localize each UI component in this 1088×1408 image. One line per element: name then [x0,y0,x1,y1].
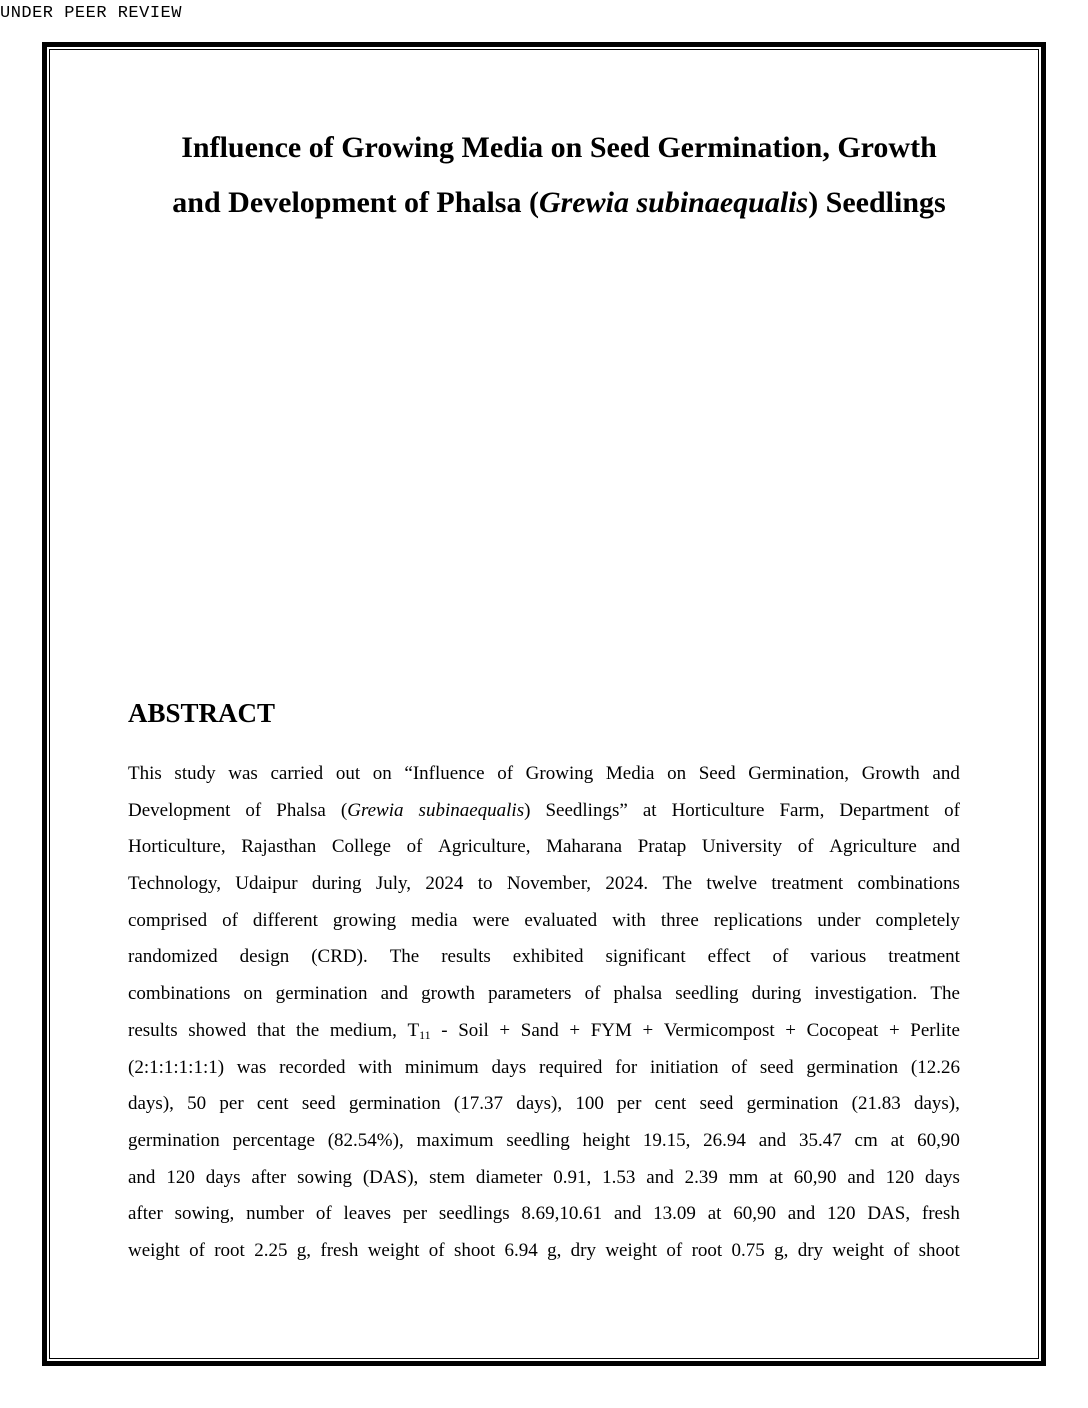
word: study [174,763,216,784]
word: different [252,909,318,931]
word: during [751,983,802,1005]
word: leaves [343,1203,392,1225]
word: and [128,1166,156,1188]
word: medium, [329,1019,397,1041]
word: effect [707,946,751,968]
word: results [441,946,491,968]
word: germination [746,1093,839,1115]
word: treatment [888,946,960,968]
word: and [646,1166,674,1188]
word: Technology, [128,873,221,895]
word: of [315,1203,332,1225]
word: g, [774,1239,789,1261]
abstract-line [128,1017,960,1054]
word: weight [605,1239,658,1261]
word: 120 [166,1166,195,1188]
word: initiation [649,1056,719,1078]
word: phalsa [613,983,663,1005]
abstract-line [128,1090,960,1127]
word: of [406,836,423,858]
word: Rajasthan [241,836,317,858]
subscript: 11 [419,1027,431,1042]
word: 60,90 [917,1129,960,1151]
word: with [358,1056,393,1078]
word: of [584,983,601,1005]
word: minimum [404,1056,479,1078]
word: 26.94 [703,1129,746,1151]
word: replications [713,909,803,931]
paper-title [100,120,1018,230]
abstract-line [128,760,960,797]
word: Horticulture [671,799,765,821]
word: evaluated [524,909,598,931]
word: days), [128,1093,174,1115]
abstract-line [128,870,960,907]
word: cent [256,1093,289,1115]
word: 2024. [605,873,649,895]
word: Farm, [779,799,825,821]
word: weight [128,1239,180,1261]
title-text: and Development of Phalsa ( [172,186,539,219]
title-species-name: Grewia subinaequalis [538,186,809,219]
word: was [236,1056,267,1078]
word: and [758,1129,787,1151]
word: were [472,909,510,931]
word: at [769,1166,783,1188]
word: 2.25 [254,1239,288,1261]
word: dry [797,1239,824,1261]
abstract-line [128,833,960,870]
word: Maharana [546,836,623,858]
word: various [810,946,867,968]
word: significant [605,946,686,968]
word: during [311,873,362,895]
word: subinaequalis) [418,799,531,821]
word: seedling [675,983,739,1005]
word: (12.26 [910,1056,960,1078]
word: maximum [416,1129,494,1151]
word: 35.47 [798,1129,842,1151]
word: 19.15, [642,1129,691,1151]
word: Horticulture, [128,836,226,858]
word: and [787,1203,816,1225]
title-text: ) Seedlings [808,186,946,219]
word: days), [516,1093,563,1115]
word: growth [421,983,475,1005]
word: height [582,1129,631,1151]
word: comprised [128,909,208,931]
word: Cocopeat [806,1019,879,1041]
word: November, [506,873,592,895]
word: seedlings [438,1203,510,1225]
word: (DAS), [362,1166,419,1188]
word: root [691,1239,723,1261]
word: on [667,763,687,784]
word: of [893,1239,910,1261]
abstract-line [128,797,960,834]
word: fresh [921,1203,960,1225]
word: after [251,1166,287,1188]
word: + [785,1019,796,1041]
word: with [612,909,646,931]
word: Phalsa [276,799,326,821]
word: g, [296,1239,312,1261]
word: germination [128,1129,220,1151]
word: twelve [706,873,758,895]
word: seed [301,1093,336,1115]
word: to [477,873,493,895]
word: the [296,1019,320,1041]
word: Growing [525,763,594,784]
word: - [441,1019,448,1041]
word: (Grewia [340,799,404,821]
word: germination [348,1093,441,1115]
word: carried [270,763,324,784]
word: Seed [698,763,736,784]
word: treatment [771,873,844,895]
word: of [772,946,789,968]
word: media [411,909,458,931]
word: Media [605,763,655,784]
word: College [331,836,391,858]
word: Udaipur [235,873,298,895]
word: recorded [279,1056,346,1078]
word: (17.37 [453,1093,503,1115]
word: g, [547,1239,562,1261]
word: and [932,836,960,858]
word: stem [429,1166,466,1188]
abstract-line [128,1164,960,1201]
word: Growth [861,763,920,784]
word: 60,90 [793,1166,837,1188]
word: after [128,1203,163,1225]
word: 50 [187,1093,207,1115]
word: 2.39 [684,1166,718,1188]
word: and [380,983,409,1005]
word: days), [913,1093,960,1115]
word: shoot [453,1239,496,1261]
word: of [222,909,238,931]
word: investigation. [814,983,918,1005]
word: This [128,763,162,784]
abstract-heading: ABSTRACT [128,698,276,728]
word: of [428,1239,445,1261]
word: Agriculture, [438,836,531,858]
word: University [701,836,783,858]
word: 0.75 [731,1239,765,1261]
word: (2:1:1:1:1:1) [128,1056,225,1078]
title-line-2 [100,175,1018,230]
word: (82.54%), [327,1129,404,1151]
word: combinations [128,983,231,1005]
word: Soil [458,1019,489,1041]
word: of [731,1056,748,1078]
word: 13.09 [653,1203,696,1225]
word: per [617,1093,642,1115]
word: Vermicompost [663,1019,775,1041]
word: Agriculture [829,836,917,858]
abstract-body [128,760,960,1274]
word: exhibited [512,946,584,968]
word: (CRD). [311,946,368,968]
word: combinations [857,873,960,895]
word: of [189,1239,205,1261]
word: 120 [885,1166,915,1188]
word: that [256,1019,286,1041]
word: per [402,1203,428,1225]
italic-text: subinaequalis [418,799,525,821]
word: out [335,763,361,784]
word: 100 [575,1093,604,1115]
word: at [707,1203,722,1225]
word: at [890,1129,905,1151]
abstract-line [128,943,960,980]
word: for [615,1056,638,1078]
word: 120 [827,1203,856,1225]
word: completely [875,909,960,931]
word: design [239,946,290,968]
word: growing [332,909,397,931]
word: + [642,1019,654,1041]
word: per [219,1093,244,1115]
word: dry [570,1239,596,1261]
word: and [932,763,960,784]
word: was [228,763,258,784]
word: cent [654,1093,687,1115]
word: weight [832,1239,885,1261]
word: germination [806,1056,899,1078]
word: parameters [488,983,572,1005]
word: shoot [918,1239,960,1261]
word: + [569,1019,581,1041]
word: cm [854,1129,878,1151]
word: + [888,1019,900,1041]
word: + [499,1019,511,1041]
word: seed [759,1056,794,1078]
word: $T_{11}$ [407,1019,431,1042]
word: Development [128,799,231,821]
word: randomized [128,946,218,968]
word: July, [375,873,412,895]
abstract-line [128,907,960,944]
word: three [660,909,699,931]
under-peer-review-watermark: UNDER PEER REVIEW [0,4,182,23]
abstract-line [128,1054,960,1091]
word: Department [839,799,930,821]
word: number [246,1203,305,1225]
word: diameter [475,1166,543,1188]
abstract-line [128,1127,960,1164]
word: Seedlings” [545,799,628,821]
word: of [797,836,814,858]
word: 0.91, [553,1166,592,1188]
word: seed [699,1093,734,1115]
word: and [613,1203,642,1225]
abstract-line [128,1200,960,1237]
word: DAS, [867,1203,911,1225]
word: fresh [320,1239,359,1261]
word: of [497,763,514,784]
word: required [539,1056,603,1078]
word: Germination, [748,763,850,784]
word: days [491,1056,527,1078]
word: sowing [297,1166,352,1188]
word: 60,90 [733,1203,776,1225]
word: of [245,799,262,821]
word: The [930,983,960,1005]
word: on [243,983,263,1005]
abstract-line [128,980,960,1017]
word: showed [188,1019,247,1041]
word: days [925,1166,960,1188]
word: 2024 [425,873,464,895]
word: germination [275,983,368,1005]
word: The [662,873,693,895]
word: and [847,1166,875,1188]
word: Perlite [910,1019,960,1041]
word: The [389,946,420,968]
word: 6.94 [504,1239,538,1261]
word: under [817,909,861,931]
word: weight [367,1239,420,1261]
word: 8.69,10.61 [521,1203,603,1225]
word: 1.53 [602,1166,636,1188]
italic-text: Grewia [347,799,404,821]
word: Pratap [637,836,687,858]
abstract-line [128,1237,960,1274]
word: days [205,1166,241,1188]
word: (21.83 [851,1093,901,1115]
word: root [214,1239,245,1261]
word: “Influence [404,763,485,784]
word: percentage [232,1129,315,1151]
word: seedling [506,1129,570,1151]
word: Sand [520,1019,559,1041]
word: FYM [590,1019,632,1041]
word: results [128,1019,178,1041]
word: at [642,799,657,821]
word: of [666,1239,683,1261]
word: sowing, [174,1203,235,1225]
word: of [944,799,960,821]
word: on [372,763,392,784]
title-line-1: Influence of Growing Media on Seed Germination, Growth [181,131,937,164]
word: mm [728,1166,759,1188]
